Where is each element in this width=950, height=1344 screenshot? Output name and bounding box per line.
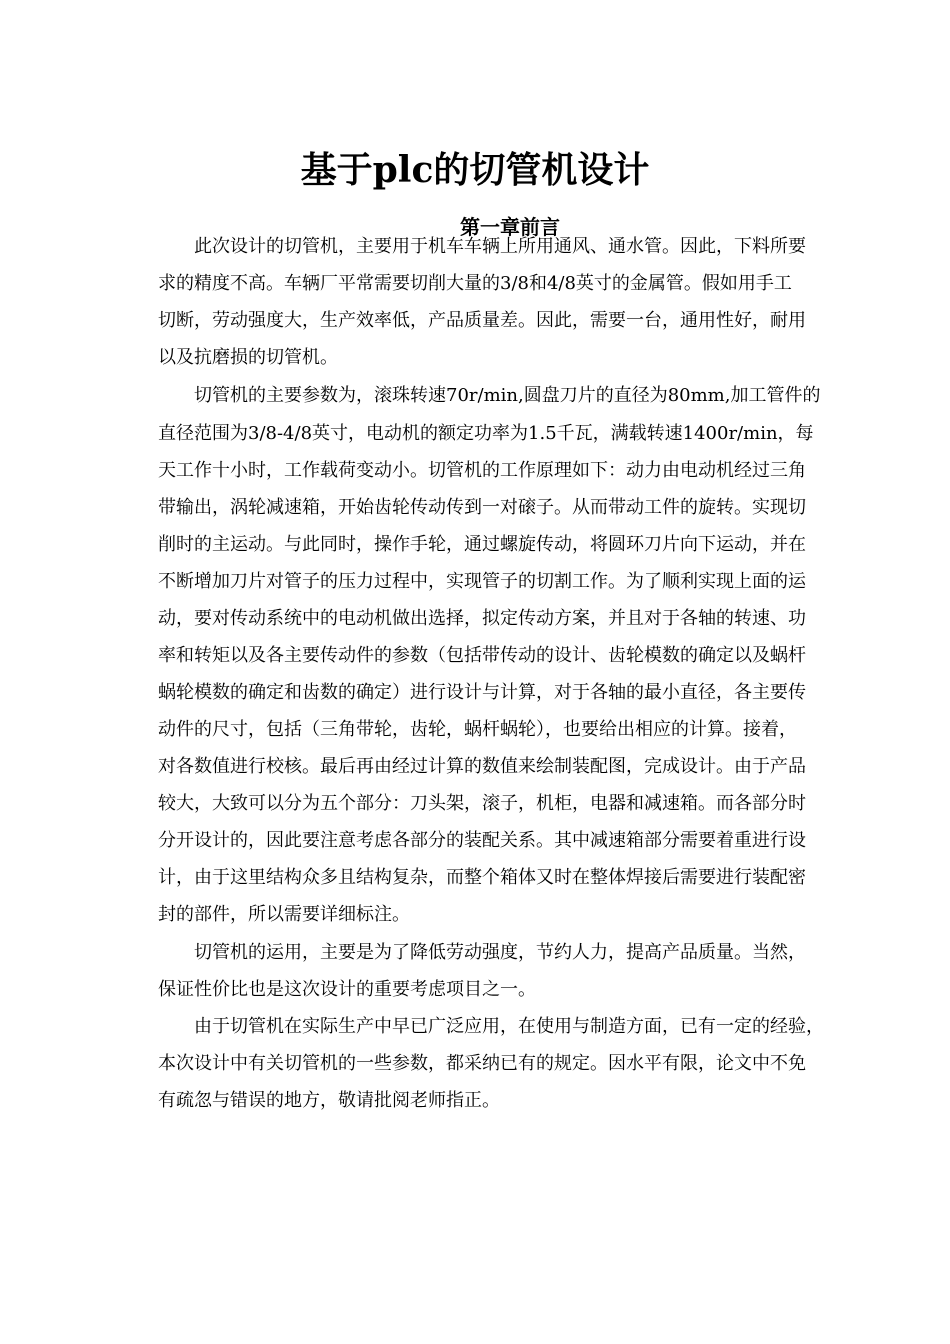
text-line: 此次设计的切管机，主要用于机车车辆上所用通风、通水管。因此，下料所要 bbox=[194, 236, 806, 257]
chapter-heading: 第一章前言 bbox=[460, 215, 560, 239]
text-line: 本次设计中有关切管机的一些参数，都采纳已有的规定。因水平有限，论文中不免 bbox=[158, 1053, 806, 1074]
text-line: 动件的尺寸，包括（三角带轮，齿轮，蜗杆蜗轮），也要给出相应的计算。接着， bbox=[158, 719, 797, 740]
text-line: 保证性价比也是这次设计的重要考虑项目之一。 bbox=[158, 979, 536, 1000]
text-line: 直径范围为3/8-4/8英寸，电动机的额定功率为1.5千瓦，满载转速1400r/min，每 bbox=[158, 423, 814, 444]
text-line: 以及抗磨损的切管机。 bbox=[158, 347, 338, 368]
text-line: 分开设计的，因此要注意考虑各部分的装配关系。其中减速箱部分需要着重进行设 bbox=[158, 830, 806, 851]
text-line: 求的精度不高。车辆厂平常需要切削大量的3/8和4/8英寸的金属管。假如用手工 bbox=[158, 273, 792, 294]
text-line: 有疏忽与错误的地方，敬请批阅老师指正。 bbox=[158, 1090, 500, 1111]
text-line: 带输出，涡轮减速箱，开始齿轮传动传到一对磙子。从而带动工件的旋转。实现切 bbox=[158, 497, 806, 518]
text-line: 切断，劳动强度大，生产效率低，产品质量差。因此，需要一台，通用性好，耐用 bbox=[158, 310, 806, 331]
text-line: 切管机的主要参数为，滚珠转速70r/min,圆盘刀片的直径为80mm,加工管件的 bbox=[194, 385, 821, 406]
text-line: 切管机的运用，主要是为了降低劳动强度，节约人力，提高产品质量。当然， bbox=[194, 942, 806, 963]
text-line: 封的部件，所以需要详细标注。 bbox=[158, 904, 410, 925]
text-line: 削时的主运动。与此同时，操作手轮，通过螺旋传动，将圆环刀片向下运动，并在 bbox=[158, 534, 806, 555]
text-line: 由于切管机在实际生产中早已广泛应用，在使用与制造方面，已有一定的经验， bbox=[194, 1016, 824, 1037]
text-line: 动，要对传动系统中的电动机做出选择，拟定传动方案，并且对于各轴的转速、功 bbox=[158, 608, 806, 629]
text-line: 对各数值进行校核。最后再由经过计算的数值来绘制装配图，完成设计。由于产品 bbox=[158, 756, 806, 777]
text-line: 率和转矩以及各主要传动件的参数（包括带传动的设计、齿轮模数的确定以及蜗杆 bbox=[158, 645, 806, 666]
document-title: 基于plc的切管机设计 bbox=[300, 149, 650, 191]
text-line: 较大，大致可以分为五个部分：刀头架，滚子，机柜，电器和减速箱。而各部分时 bbox=[158, 793, 806, 814]
text-line: 计，由于这里结构众多且结构复杂，而整个箱体又时在整体焊接后需要进行装配密 bbox=[158, 867, 806, 888]
text-line: 蜗轮模数的确定和齿数的确定）进行设计与计算，对于各轴的最小直径，各主要传 bbox=[158, 682, 806, 703]
text-line: 天工作十小时，工作载荷变动小。切管机的工作原理如下：动力由电动机经过三角 bbox=[158, 460, 806, 481]
text-line: 不断增加刀片对管子的压力过程中，实现管子的切割工作。为了顺利实现上面的运 bbox=[158, 571, 806, 592]
